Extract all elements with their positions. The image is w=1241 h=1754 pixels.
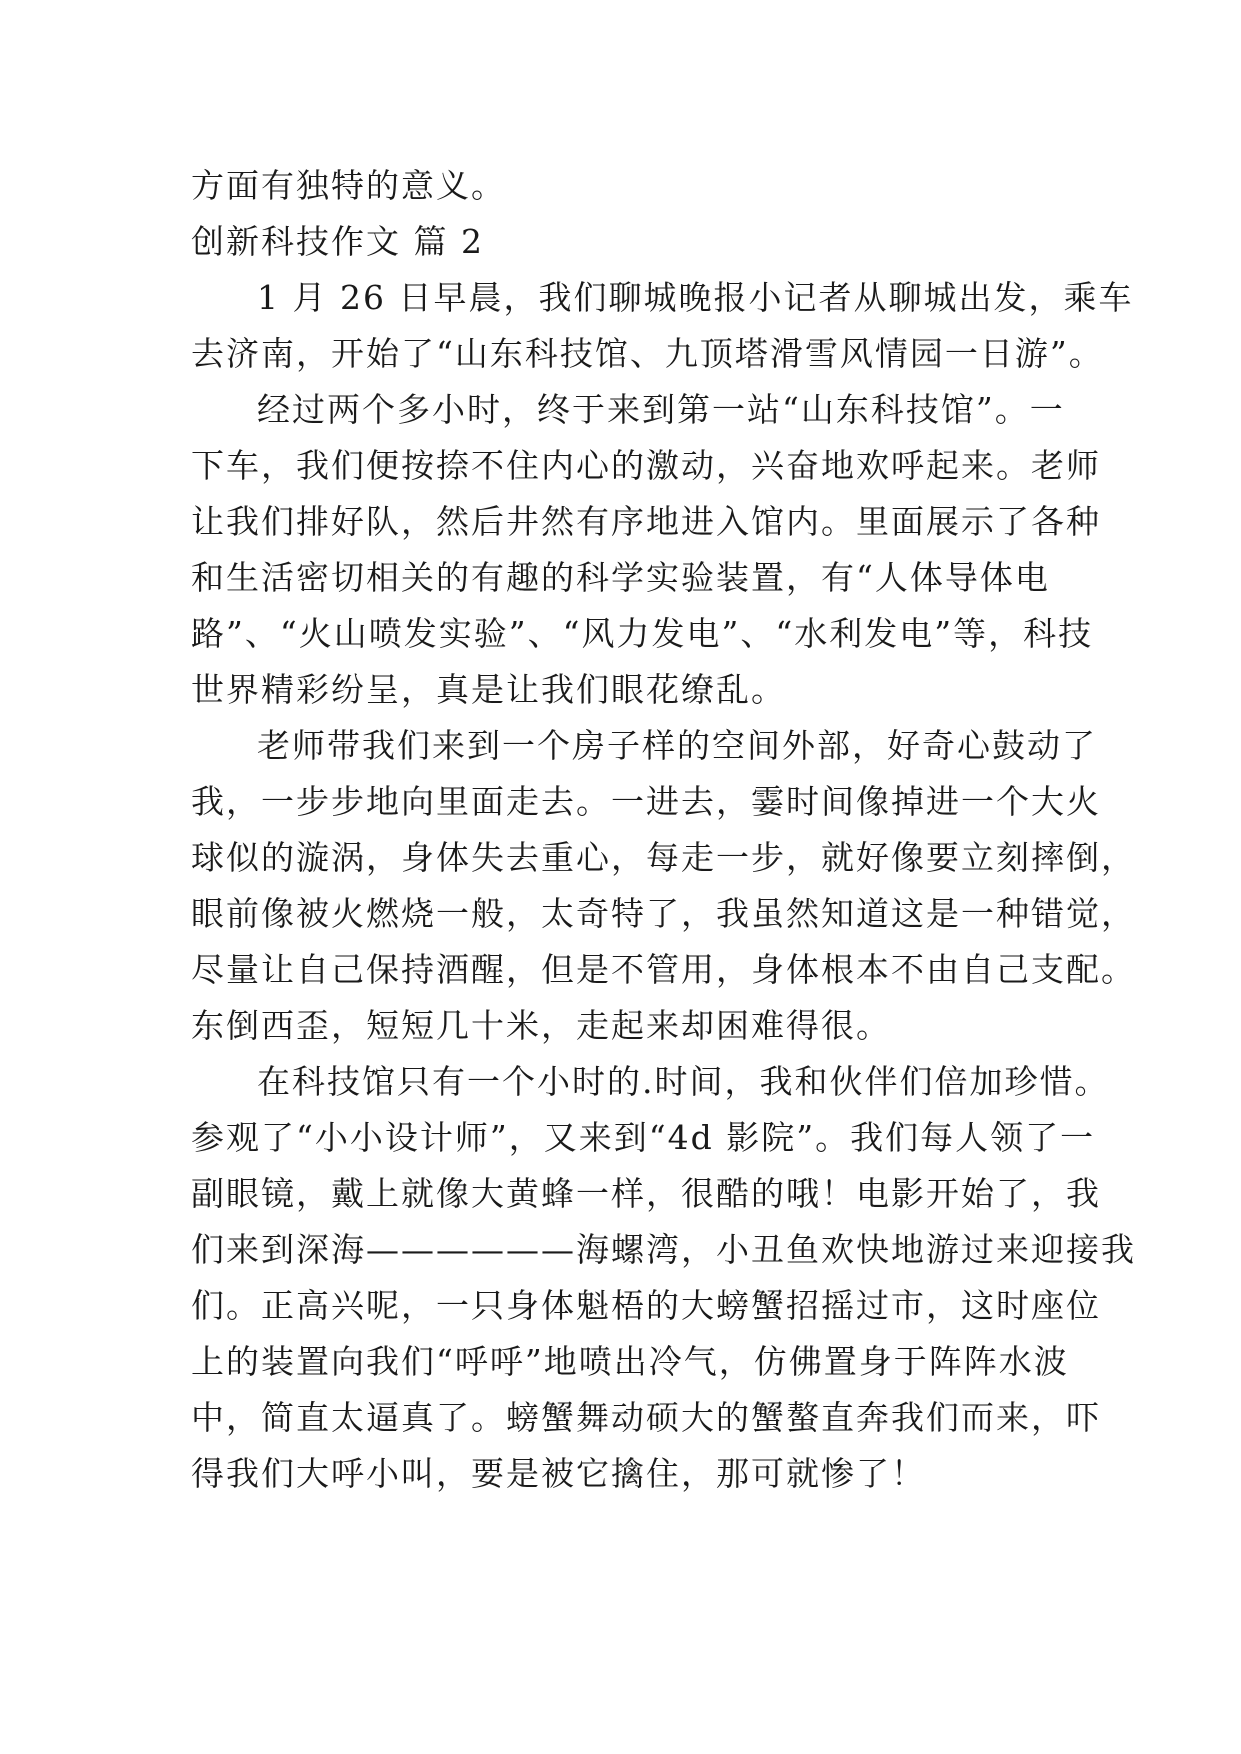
text-line-22: 上的装置向我们“呼呼”地喷出冷气，仿佛置身于阵阵水波 [191,1342,1069,1381]
text-line-6: 下车，我们便按捺不住内心的激动，兴奋地欢呼起来。老师 [191,446,1101,485]
text-line-19: 副眼镜，戴上就像大黄蜂一样，很酷的哦！电影开始了，我 [191,1174,1101,1213]
text-line-17: 在科技馆只有一个小时的.时间，我和伙伴们倍加珍惜。 [257,1062,1110,1101]
text-line-9: 路”、“火山喷发实验”、“风力发电”、“水利发电”等，科技 [191,614,1094,653]
text-line-20: 们来到深海——————海螺湾，小丑鱼欢快地游过来迎接我 [191,1230,1136,1269]
text-line-5: 经过两个多小时，终于来到第一站“山东科技馆”。一 [257,390,1065,429]
text-line-18: 参观了“小小设计师”，又来到“4d 影院”。我们每人领了一 [191,1118,1096,1157]
text-line-23: 中，简直太逼真了。螃蟹舞动硕大的蟹螯直奔我们而来，吓 [191,1398,1101,1437]
text-line-16: 东倒西歪，短短几十米，走起来却困难得很。 [191,1006,891,1045]
text-line-14: 眼前像被火燃烧一般，太奇特了，我虽然知道这是一种错觉， [191,894,1136,933]
text-line-13: 球似的漩涡，身体失去重心，每走一步，就好像要立刻摔倒， [191,838,1136,877]
text-line-4: 去济南，开始了“山东科技馆、九顶塔滑雪风情园一日游”。 [191,334,1104,373]
text-line-21: 们。正高兴呢，一只身体魁梧的大螃蟹招摇过市，这时座位 [191,1286,1101,1325]
text-line-1: 方面有独特的意义。 [191,166,506,205]
text-line-12: 我，一步步地向里面走去。一进去，霎时间像掉进一个大火 [191,782,1101,821]
text-line-15: 尽量让自己保持酒醒，但是不管用，身体根本不由自己支配。 [191,950,1136,989]
essay-heading: 创新科技作文 篇 2 [191,222,484,261]
text-line-7: 让我们排好队，然后井然有序地进入馆内。里面展示了各种 [191,502,1101,541]
text-line-8: 和生活密切相关的有趣的科学实验装置，有“人体导体电 [191,558,1050,597]
text-line-11: 老师带我们来到一个房子样的空间外部，好奇心鼓动了 [257,726,1097,765]
document-body [191,158,1136,1502]
text-line-24: 得我们大呼小叫，要是被它擒住，那可就惨了！ [191,1454,926,1493]
text-line-3: 1 月 26 日早晨，我们聊城晚报小记者从聊城出发，乘车 [257,278,1134,317]
text-line-10: 世界精彩纷呈，真是让我们眼花缭乱。 [191,670,786,709]
